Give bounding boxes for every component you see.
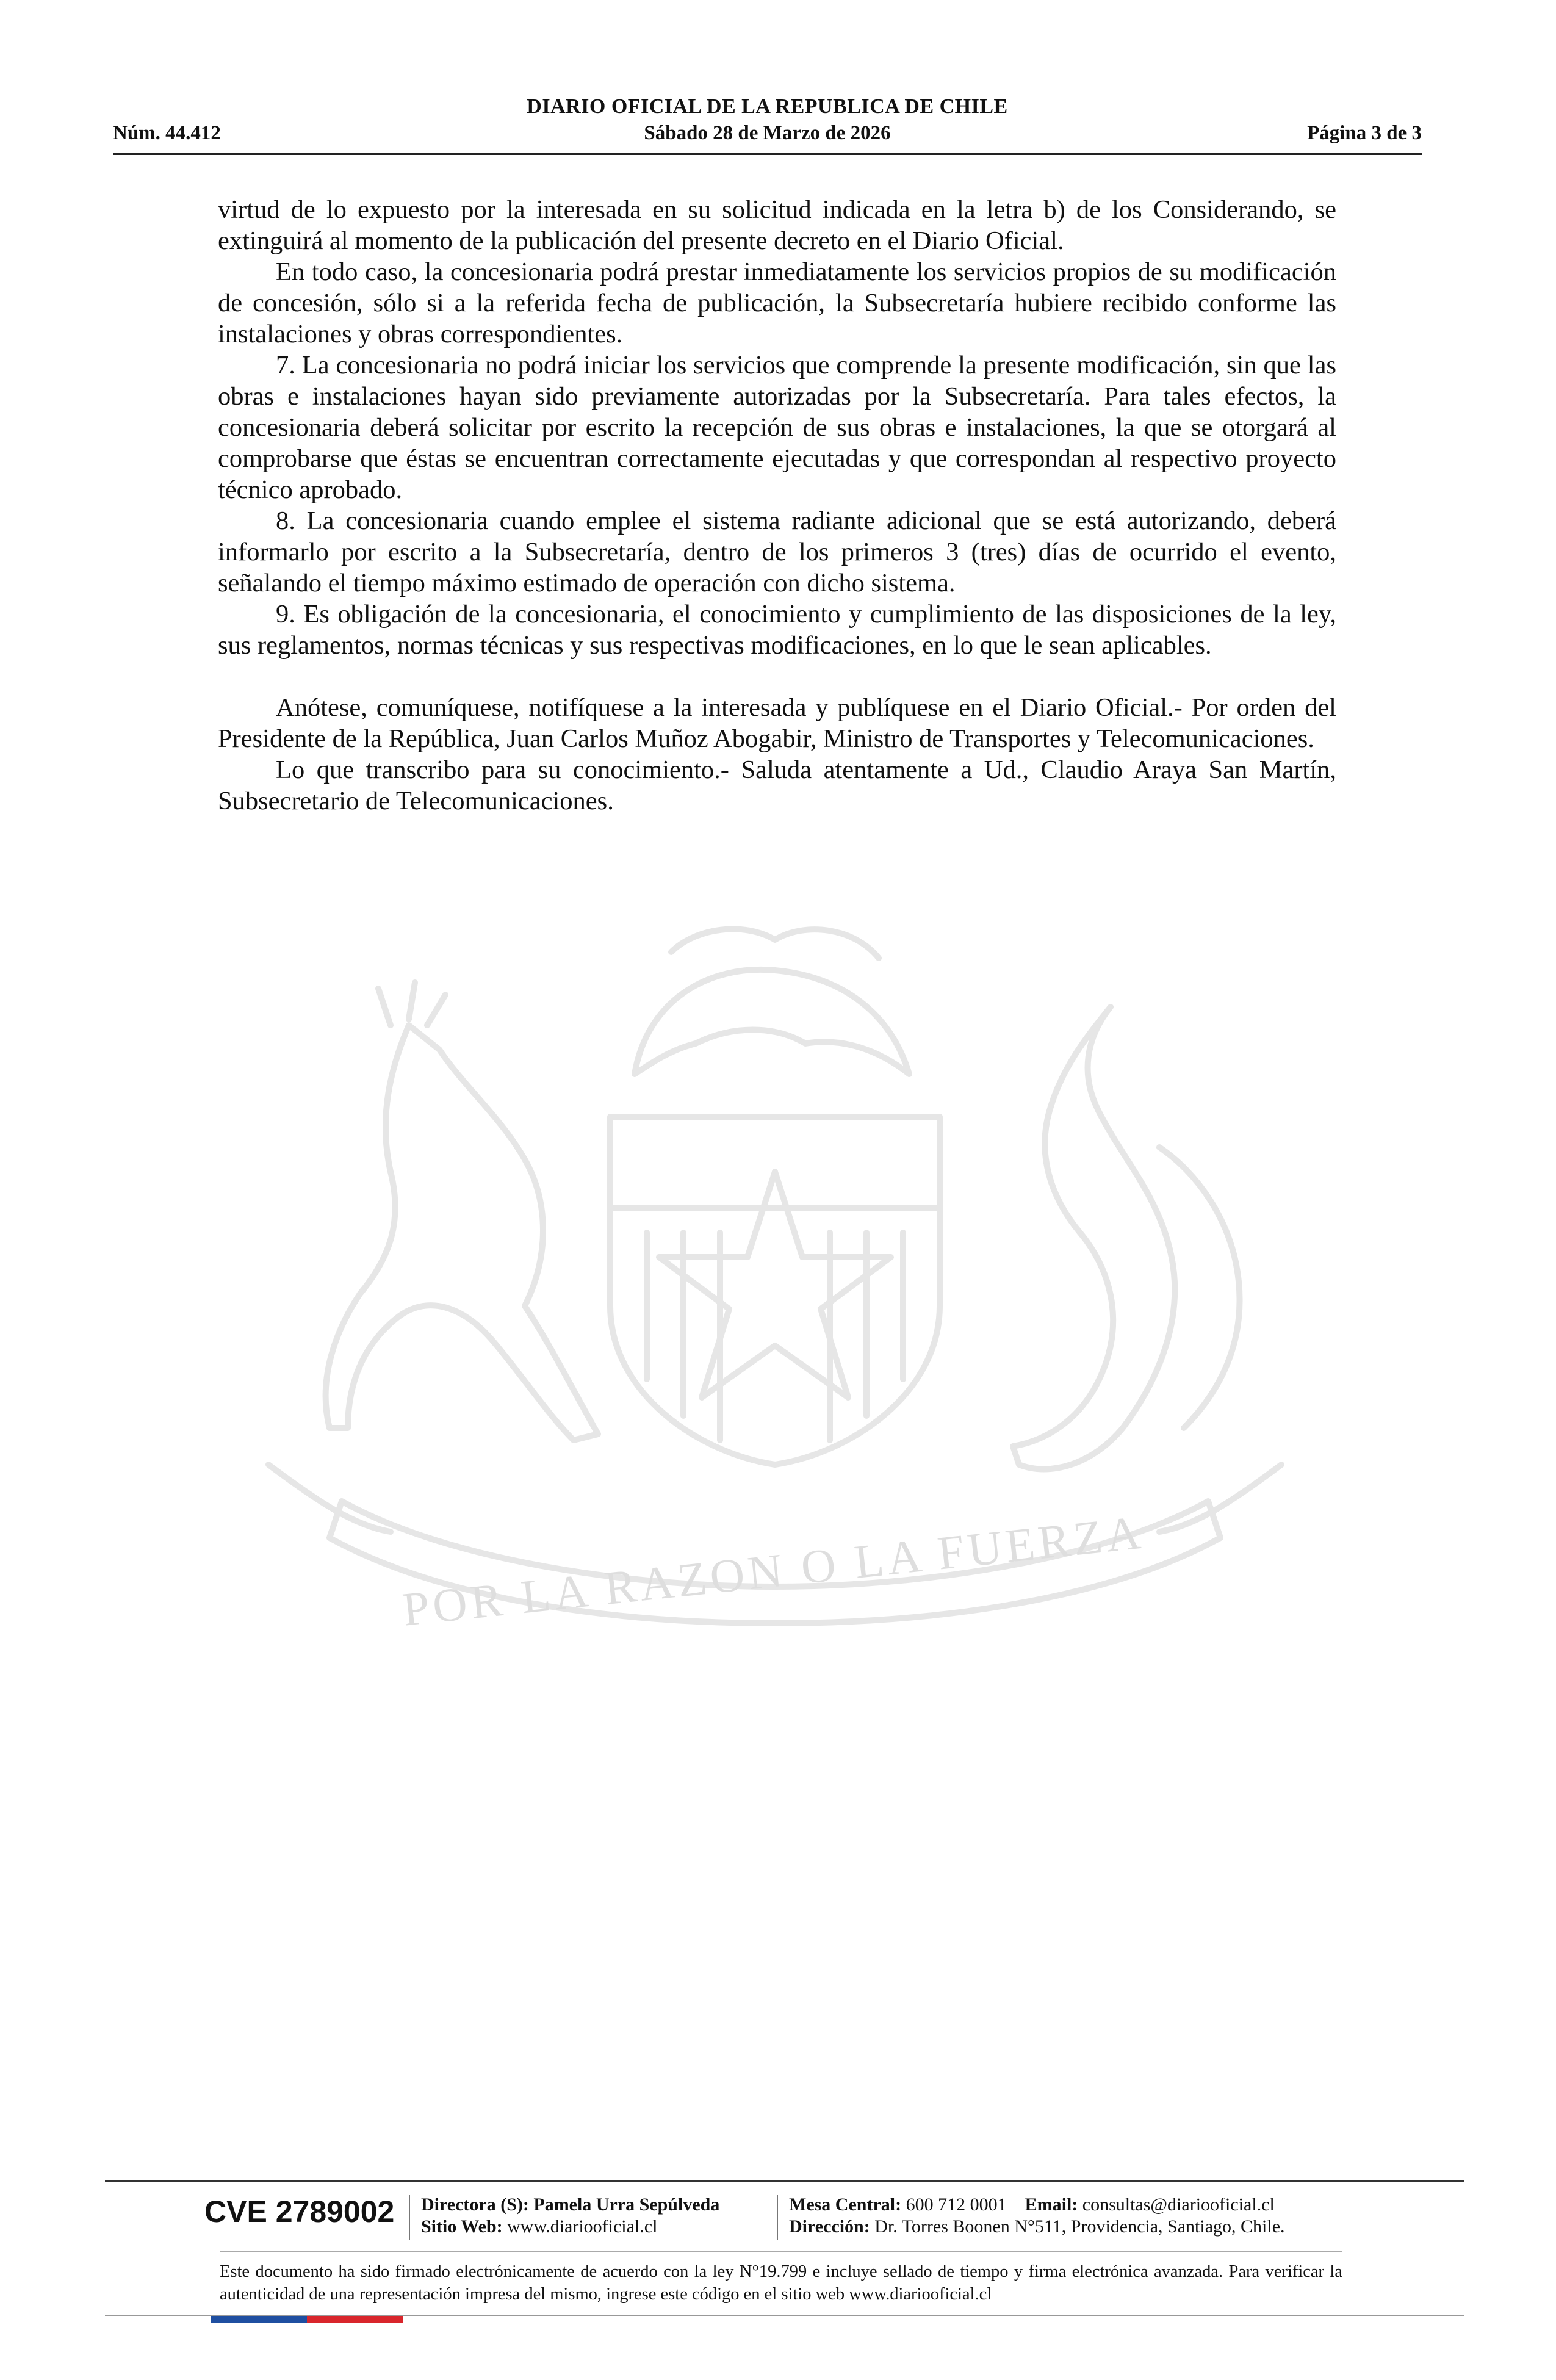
plumes bbox=[635, 970, 909, 1074]
header-divider bbox=[113, 153, 1422, 155]
issue-number: Núm. 44.412 bbox=[113, 122, 221, 144]
phone-label: Mesa Central: bbox=[789, 2194, 902, 2215]
footer-director-block bbox=[421, 2194, 775, 2238]
address-label: Dirección: bbox=[789, 2216, 870, 2237]
electronic-signature-note: Este documento ha sido firmado electrónicamente de acuerdo con la ley N°19.799 e incluye sellado de tiempo y firma electrónica avanzada. Para verificar la autenticidad de una representación impresa del mismo, ingrese este código en el sitio web www.diariooficial.cl bbox=[220, 2262, 1342, 2304]
footer-separator bbox=[409, 2195, 410, 2240]
condor-figure bbox=[1013, 1007, 1175, 1469]
signature-paragraph: Lo que transcribo para su conocimiento.- Saluda atentamente a Ud., Claudio Araya San Martín, Subsecretario de Telecomunicaciones. bbox=[218, 755, 1336, 815]
paragraph-item-8: 8. La concesionaria cuando emplee el sistema radiante adicional que se está autorizando, deberá informarlo por escrito a la Subsecretaría, dentro de los primeros 3 (tres) días de ocurrido el evento, señalando el tiempo máximo estimado de operación con dicho sistema. bbox=[218, 507, 1336, 597]
paragraph-continuation: virtud de lo expuesto por la interesada en su solicitud indicada en la letra b) de los Considerando, se extinguirá al momento de la publicación del presente decreto en el Diario Oficial. bbox=[218, 195, 1336, 255]
address-value: Dr. Torres Boonen N°511, Providencia, Santiago, Chile. bbox=[874, 2216, 1285, 2237]
site-link[interactable]: www.diariooficial.cl bbox=[507, 2216, 658, 2237]
email-label: Email: bbox=[1025, 2194, 1078, 2215]
phone-value: 600 712 0001 bbox=[906, 2194, 1007, 2215]
paragraph-item-9: 9. Es obligación de la concesionaria, el conocimiento y cumplimiento de las disposiciones de la ley, sus reglamentos, normas técnicas y sus respectivas modificaciones, en lo que le sean aplicables. bbox=[218, 600, 1336, 660]
page-indicator: Página 3 de 3 bbox=[1307, 122, 1422, 144]
closing-paragraph: Anótese, comuníquese, notifíquese a la interesada y publíquese en el Diario Oficial.- Por orden del Presidente de la República, Juan Carlos Muñoz Abogabir, Ministro de Transportes y Telecomunicaciones. bbox=[218, 693, 1336, 753]
coat-of-arms-watermark bbox=[207, 915, 1342, 1672]
flag-red-segment bbox=[307, 2316, 403, 2323]
footer-inner-divider bbox=[220, 2251, 1342, 2252]
footer-contact-block bbox=[789, 2194, 1363, 2238]
paragraph-item-7: 7. La concesionaria no podrá iniciar los servicios que comprende la presente modificación, sin que las obras e instalaciones hayan sido previamente autorizadas por la Subsecretaría. Para tales efectos, la concesionaria deberá solicitar por escrito la recepción de sus obras e instalaciones, la que se otorgará al comprobarse que éstas se encuentran correctamente ejecutadas y que correspondan al respectivo proyecto técnico aprobado. bbox=[218, 351, 1336, 504]
paragraph: En todo caso, la concesionaria podrá prestar inmediatamente los servicios propios de su modificación de concesión, sólo si a la referida fecha de publicación, la Subsecretaría hubiere recibido conforme las instalaciones y obras correspondientes. bbox=[218, 258, 1336, 348]
huemul-figure bbox=[326, 1025, 598, 1440]
issue-date: Sábado 28 de Marzo de 2026 bbox=[644, 122, 891, 144]
director-name: Directora (S): Pamela Urra Sepúlveda bbox=[421, 2194, 720, 2215]
footer-separator bbox=[777, 2195, 778, 2240]
email-link[interactable]: consultas@diariooficial.cl bbox=[1082, 2194, 1275, 2215]
flag-blue-segment bbox=[211, 2316, 307, 2323]
cve-code: CVE 2789002 bbox=[204, 2194, 395, 2229]
motto-text: POR LA RAZON O LA FUERZA bbox=[400, 1505, 1147, 1636]
flag-stripe bbox=[211, 2316, 403, 2323]
publication-title: DIARIO OFICIAL DE LA REPUBLICA DE CHILE bbox=[527, 95, 1008, 118]
site-label: Sitio Web: bbox=[421, 2216, 503, 2237]
footer-divider bbox=[105, 2180, 1464, 2182]
document-body bbox=[218, 194, 1336, 817]
page-header bbox=[113, 90, 1422, 157]
